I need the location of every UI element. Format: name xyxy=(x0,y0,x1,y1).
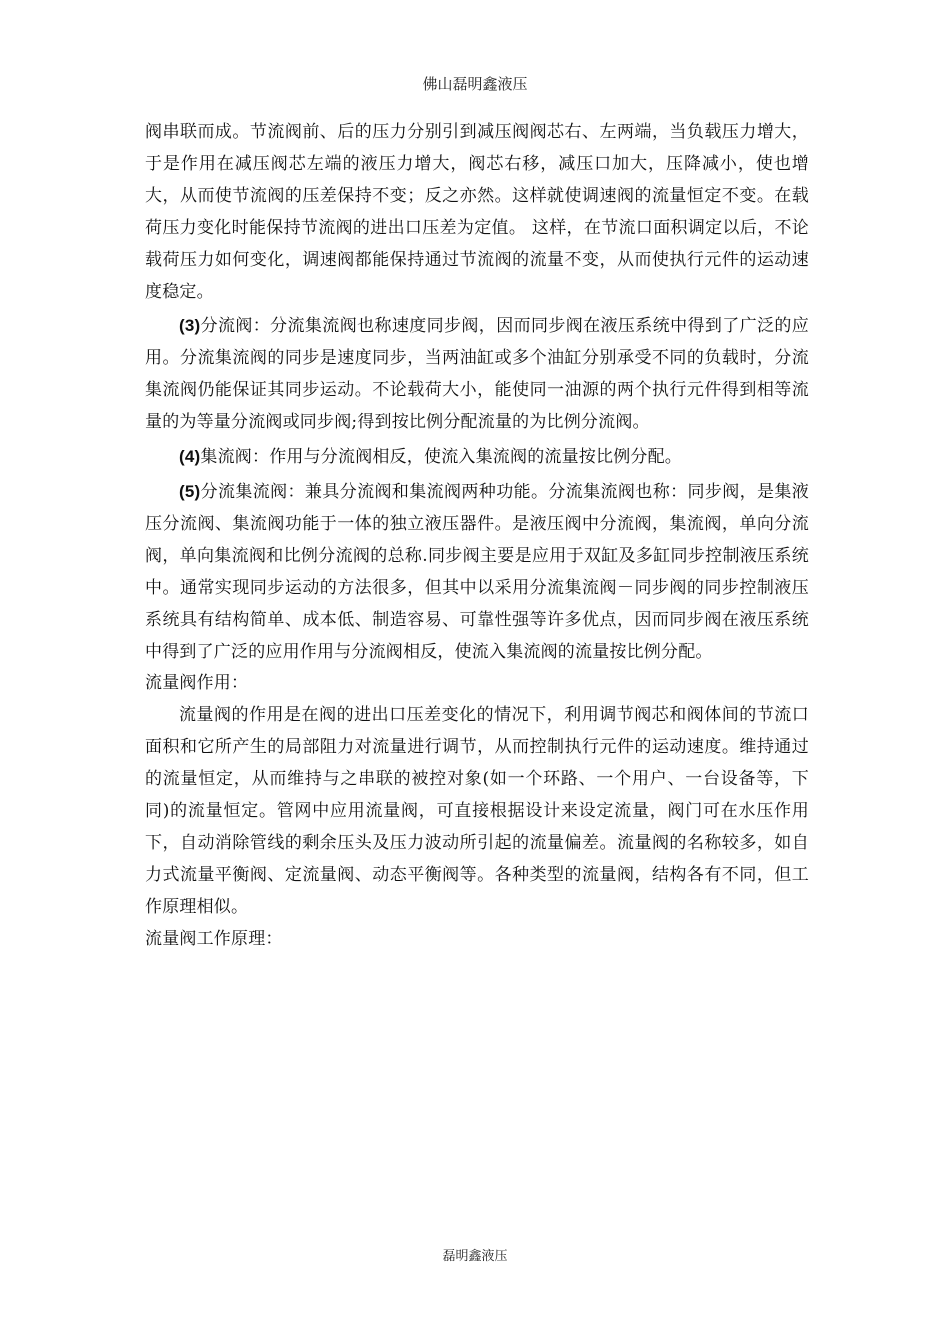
section-heading-principle: 流量阀工作原理： xyxy=(145,928,283,949)
paragraph-text: 集流阀：作用与分流阀相反，使流入集流阀的流量按比例分配。 xyxy=(200,447,682,468)
page-footer: 磊明鑫液压 xyxy=(442,1249,508,1264)
item-number: (3) xyxy=(179,316,201,336)
paragraph-text: 分流阀：分流集流阀也称速度同步阀，因而同步阀在液压系统中得到了广泛的应用。分流集流阀的同步是速度同步，当两油缸或多个油缸分别承受不同的负载时，分流集流阀仍能保证其同步运动。不论载荷大小，能使同一油源的两个执行元件得到相等流量的为等量分流阀或同步阀;得到按比例分配流量的为比例分流阀。 xyxy=(145,316,809,433)
paragraph-diverter-valve xyxy=(145,310,809,439)
paragraph-diverter-collector-valve xyxy=(145,476,809,668)
document-body xyxy=(145,117,809,956)
paragraph-text: 分流集流阀：兼具分流阀和集流阀两种功能。分流集流阀也称：同步阀，是集液压分流阀、集流阀功能于一体的独立液压器件。是液压阀中分流阀，集流阀，单向分流阀，单向集流阀和比例分流阀的总称.同步阀主要是应用于双缸及多缸同步控制液压系统中。通常实现同步运动的方法很多，但其中以采用分流集流阀－同步阀的同步控制液压系统具有结构简单、成本低、制造容易、可靠性强等许多优点，因而同步阀在液压系统中得到了广泛的应用作用与分流阀相反，使流入集流阀的流量按比例分配。 xyxy=(145,481,809,662)
item-number: (5) xyxy=(179,481,201,501)
paragraph-collector-valve xyxy=(145,441,809,474)
section-heading-function: 流量阀作用： xyxy=(145,673,249,694)
paragraph-speed-valve: 阀串联而成。节流阀前、后的压力分别引到减压阀阀芯右、左两端，当负载压力增大，于是作用在减压阀芯左端的液压力增大，阀芯右移，减压口加大，压降减小，使也增大，从而使节流阀的压差保持不变；反之亦然。这样就使调速阀的流量恒定不变。在载荷压力变化时能保持节流阀的进出口压差为定值。 这样，在节流口面积调定以后，不论载荷压力如何变化，调速阀都能保持通过节流阀的流量不变，从而使执行元件的运动速度稳定。 xyxy=(145,122,809,302)
paragraph-flow-valve-function: 流量阀的作用是在阀的进出口压差变化的情况下，利用调节阀芯和阀体间的节流口面积和它所产生的局部阻力对流量进行调节，从而控制执行元件的运动速度。维持通过的流量恒定，从而维持与之串联的被控对象(如一个环路、一个用户、一台设备等，下同)的流量恒定。管网中应用流量阀，可直接根据设计来设定流量，阀门可在水压作用下，自动消除管线的剩余压头及压力波动所引起的流量偏差。流量阀的名称较多，如自力式流量平衡阀、定流量阀、动态平衡阀等。各种类型的流量阀，结构各有不同，但工作原理相似。 xyxy=(145,705,809,917)
item-number: (4) xyxy=(179,447,201,467)
page-header: 佛山磊明鑫液压 xyxy=(422,75,528,93)
